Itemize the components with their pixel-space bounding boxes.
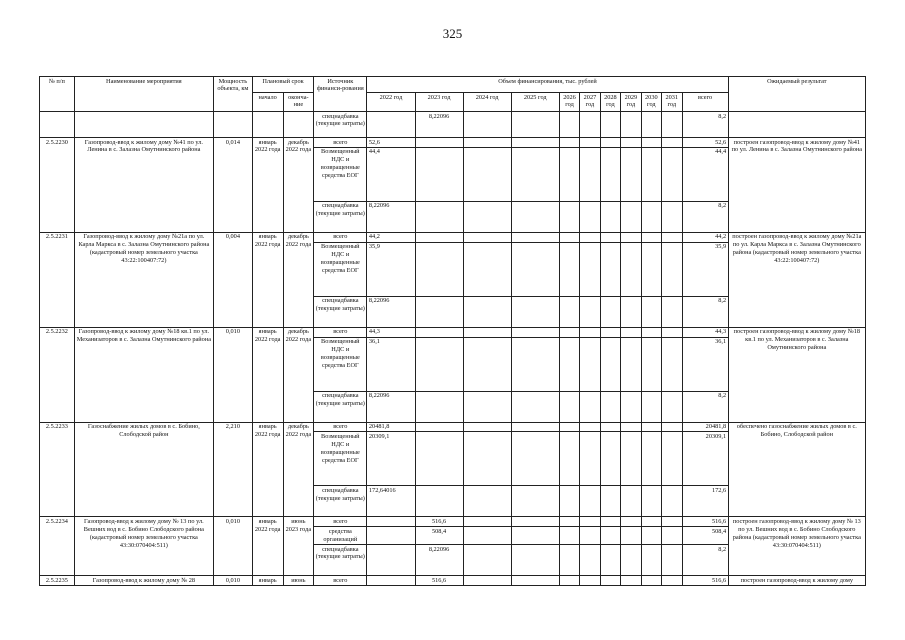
value-empty [621, 517, 641, 527]
value-empty [511, 201, 559, 232]
value-empty [641, 517, 661, 527]
value-empty [580, 486, 600, 517]
value-empty [511, 112, 559, 138]
value-empty [559, 112, 579, 138]
value-empty [580, 296, 600, 327]
value-2023: 516,6 [415, 517, 463, 527]
table-row [40, 232, 866, 242]
value-2022 [367, 545, 415, 576]
value-2022: 8,22096 [367, 201, 415, 232]
value-empty [511, 138, 559, 148]
value-empty [662, 327, 682, 337]
value-empty [580, 112, 600, 138]
finance-source: всего [314, 327, 367, 337]
item-power: 0,014 [213, 138, 252, 233]
value-empty [511, 232, 559, 242]
carry-empty [40, 112, 75, 138]
value-empty [662, 147, 682, 201]
value-empty [621, 486, 641, 517]
finance-source: спецнадбавка (текущие затраты) [314, 391, 367, 422]
value-empty [580, 201, 600, 232]
finance-source: всего [314, 232, 367, 242]
header-end: оконча-ние [283, 93, 314, 112]
item-result: построен газопровод-ввод к жилому дому №21а по ул. Карла Маркса в с. Залазна Омутнинского района (кадастровый номер земельного участка 43:22:100407:72) [728, 232, 865, 327]
item-end: июнь [283, 576, 314, 586]
value-empty [559, 296, 579, 327]
value-empty [580, 422, 600, 432]
value-empty [600, 576, 620, 586]
value-empty [662, 242, 682, 296]
carry-empty [74, 112, 213, 138]
value-empty [580, 138, 600, 148]
value-empty [463, 201, 511, 232]
item-name: Газопровод-ввод к жилому дому № 28 [74, 576, 213, 586]
value-empty [621, 296, 641, 327]
value-empty [463, 486, 511, 517]
value-empty [463, 432, 511, 486]
finance-source: спецнадбавка (текущие затраты) [314, 112, 367, 138]
value-empty [511, 296, 559, 327]
value-empty [662, 201, 682, 232]
carry-empty [283, 112, 314, 138]
value-empty [600, 391, 620, 422]
header-start: начало [252, 93, 283, 112]
value-empty [641, 138, 661, 148]
value-empty [621, 432, 641, 486]
item-result: построен газопровод-ввод к жилому дому №41 по ул. Ленина в с. Залазна Омутнинского района [728, 138, 865, 233]
value-empty [600, 486, 620, 517]
value-2022: 20481,8 [367, 422, 415, 432]
value-empty [580, 527, 600, 545]
value-empty [621, 422, 641, 432]
header-source: Источник финанси-рования [314, 77, 367, 112]
value-empty [662, 296, 682, 327]
value-empty [559, 242, 579, 296]
value-empty [463, 242, 511, 296]
value-empty [641, 576, 661, 586]
value-empty [621, 545, 641, 576]
table-row [40, 138, 866, 148]
value-empty [641, 422, 661, 432]
value-empty [511, 147, 559, 201]
finance-source: всего [314, 138, 367, 148]
page-number: 325 [442, 26, 463, 41]
value-empty [662, 517, 682, 527]
item-end: декабрь 2022 года [283, 232, 314, 327]
item-number: 2.5.2235 [40, 576, 75, 586]
header-total: всего [682, 93, 728, 112]
value-empty [463, 147, 511, 201]
value-empty [621, 327, 641, 337]
header-year: 2031 год [662, 93, 682, 112]
value-empty [641, 391, 661, 422]
header-name: Наименование мероприятия [74, 77, 213, 112]
value-empty [559, 527, 579, 545]
header-year: 2023 год [415, 93, 463, 112]
value-empty [600, 147, 620, 201]
value-empty [463, 327, 511, 337]
value-total: 20481,8 [682, 422, 728, 432]
value-empty [641, 327, 661, 337]
value-empty [662, 391, 682, 422]
item-result: построен газопровод-ввод к жилому дому № 13 по ул. Вешних вод в с. Бобино Слободского района (кадастровый номер земельного участка 43:30:070404:511) [728, 517, 865, 576]
value-empty [641, 527, 661, 545]
value-empty [511, 327, 559, 337]
header-volume: Объем финансирования, тыс. рублей [367, 77, 728, 93]
finance-source: средства организаций [314, 527, 367, 545]
value-empty [662, 232, 682, 242]
item-end: декабрь 2022 года [283, 327, 314, 422]
value-2023 [415, 422, 463, 432]
value-2023 [415, 391, 463, 422]
value-empty [662, 545, 682, 576]
value-total: 52,6 [682, 138, 728, 148]
carry-result-empty [728, 112, 865, 138]
header-year: 2028 год [600, 93, 620, 112]
value-empty [641, 432, 661, 486]
value-empty [641, 147, 661, 201]
value-total: 8,2 [682, 201, 728, 232]
finance-source: Возмещенный НДС и возвращенные средства ЕОГ [314, 147, 367, 201]
value-empty [662, 432, 682, 486]
value-empty [559, 327, 579, 337]
value-2023 [415, 242, 463, 296]
value-2022: 172,64016 [367, 486, 415, 517]
value-empty [463, 112, 511, 138]
value-empty [621, 527, 641, 545]
value-empty [559, 576, 579, 586]
value-empty [511, 391, 559, 422]
value-empty [600, 422, 620, 432]
value-empty [600, 327, 620, 337]
value-empty [580, 242, 600, 296]
value-empty [621, 201, 641, 232]
finance-source: всего [314, 576, 367, 586]
value-empty [511, 337, 559, 391]
item-number: 2.5.2231 [40, 232, 75, 327]
value-empty [641, 337, 661, 391]
value-total: 36,1 [682, 337, 728, 391]
value-2023: 8,22096 [415, 112, 463, 138]
value-empty [511, 242, 559, 296]
value-total: 8,2 [682, 296, 728, 327]
finance-source: всего [314, 422, 367, 432]
item-power: 0,010 [213, 327, 252, 422]
item-name: Газопровод-ввод к жилому дому №18 кв.1 по ул. Механизаторов в с. Залазна Омутнинского района [74, 327, 213, 422]
value-empty [559, 232, 579, 242]
value-empty [463, 527, 511, 545]
value-2023 [415, 327, 463, 337]
item-name: Газопровод-ввод к жилому дому №21а по ул. Карла Маркса в с. Залазна Омутнинского района (кадастровый номер земельного участка 43:22:100407:72) [74, 232, 213, 327]
finance-source: спецнадбавка (текущие затраты) [314, 296, 367, 327]
value-empty [641, 232, 661, 242]
value-empty [559, 422, 579, 432]
value-empty [511, 432, 559, 486]
item-start: январь 2022 года [252, 422, 283, 517]
finance-source: Возмещенный НДС и возвращенные средства ЕОГ [314, 432, 367, 486]
value-2023: 8,22096 [415, 545, 463, 576]
header-year: 2024 год [463, 93, 511, 112]
item-number: 2.5.2232 [40, 327, 75, 422]
value-empty [559, 517, 579, 527]
item-power: 2,210 [213, 422, 252, 517]
item-result: построен газопровод-ввод к жилому дому №18 кв.1 по ул. Механизаторов в с. Залазна Омутнинского района [728, 327, 865, 422]
value-empty [580, 517, 600, 527]
header-year: 2029 год [621, 93, 641, 112]
value-total: 44,3 [682, 327, 728, 337]
value-empty [511, 486, 559, 517]
value-empty [559, 545, 579, 576]
value-2023 [415, 201, 463, 232]
item-power: 0,010 [213, 517, 252, 576]
value-empty [662, 422, 682, 432]
value-empty [511, 527, 559, 545]
value-empty [600, 296, 620, 327]
value-empty [463, 232, 511, 242]
value-total: 8,2 [682, 545, 728, 576]
value-empty [511, 517, 559, 527]
value-empty [559, 432, 579, 486]
value-empty [662, 337, 682, 391]
value-empty [511, 576, 559, 586]
table-row [40, 422, 866, 432]
value-empty [621, 337, 641, 391]
value-empty [662, 112, 682, 138]
value-2022: 44,3 [367, 327, 415, 337]
value-empty [600, 527, 620, 545]
value-empty [641, 242, 661, 296]
value-2022: 52,6 [367, 138, 415, 148]
header-num: № п/п [40, 77, 75, 112]
value-empty [463, 545, 511, 576]
value-empty [641, 201, 661, 232]
item-start: январь 2022 года [252, 327, 283, 422]
value-empty [621, 242, 641, 296]
table-row [40, 576, 866, 586]
value-empty [641, 296, 661, 327]
value-empty [580, 545, 600, 576]
value-2023 [415, 232, 463, 242]
financing-table [39, 76, 866, 586]
value-2023 [415, 296, 463, 327]
value-total: 20309,1 [682, 432, 728, 486]
value-empty [600, 201, 620, 232]
value-2022: 8,22096 [367, 391, 415, 422]
value-empty [559, 147, 579, 201]
value-empty [511, 422, 559, 432]
header-year: 2030 год [641, 93, 661, 112]
value-2022: 36,1 [367, 337, 415, 391]
header-period: Плановый срок [252, 77, 313, 93]
value-empty [463, 138, 511, 148]
value-empty [662, 486, 682, 517]
value-empty [600, 242, 620, 296]
value-empty [559, 337, 579, 391]
value-empty [463, 576, 511, 586]
value-2023 [415, 337, 463, 391]
carry-row [40, 112, 866, 138]
value-2023 [415, 432, 463, 486]
value-2023 [415, 486, 463, 517]
item-number: 2.5.2233 [40, 422, 75, 517]
value-2023: 516,6 [415, 576, 463, 586]
item-number: 2.5.2234 [40, 517, 75, 576]
value-2022 [367, 576, 415, 586]
value-empty [580, 337, 600, 391]
finance-source: Возмещенный НДС и возвращенные средства ЕОГ [314, 337, 367, 391]
item-start: январь [252, 576, 283, 586]
value-empty [662, 527, 682, 545]
value-empty [580, 391, 600, 422]
value-2022: 44,4 [367, 147, 415, 201]
item-name: Газопровод-ввод к жилому дому №41 по ул. Ленина в с. Залазна Омутнинского района [74, 138, 213, 233]
value-empty [641, 112, 661, 138]
item-end: декабрь 2022 года [283, 138, 314, 233]
value-empty [621, 147, 641, 201]
value-empty [600, 232, 620, 242]
header-year: 2025 год [511, 93, 559, 112]
value-total: 516,6 [682, 576, 728, 586]
item-power: 0,004 [213, 232, 252, 327]
value-empty [600, 432, 620, 486]
table-row [40, 327, 866, 337]
value-empty [641, 486, 661, 517]
value-empty [662, 576, 682, 586]
value-empty [463, 391, 511, 422]
value-2022: 35,9 [367, 242, 415, 296]
value-2023 [415, 147, 463, 201]
value-empty [559, 138, 579, 148]
value-2022 [367, 527, 415, 545]
value-empty [580, 576, 600, 586]
value-empty [621, 112, 641, 138]
item-name: Газопровод-ввод к жилому дому № 13 по ул. Вешних вод в с. Бобино Слободского района (кадастровый номер земельного участка 43:30:070404:511) [74, 517, 213, 576]
table-row [40, 517, 866, 527]
header-result: Ожидаемый результат [728, 77, 865, 112]
value-2022: 8,22096 [367, 296, 415, 327]
value-empty [580, 327, 600, 337]
header-year: 2027 год [580, 93, 600, 112]
item-power: 0,010 [213, 576, 252, 586]
item-start: январь 2022 года [252, 517, 283, 576]
value-total: 44,4 [682, 147, 728, 201]
value-empty [463, 422, 511, 432]
value-2023 [415, 138, 463, 148]
value-total: 172,6 [682, 486, 728, 517]
item-end: декабрь 2022 года [283, 422, 314, 517]
value-total: 8,2 [682, 391, 728, 422]
header-year: 2026 год [559, 93, 579, 112]
value-empty [463, 296, 511, 327]
item-start: январь 2022 года [252, 138, 283, 233]
finance-source: всего [314, 517, 367, 527]
value-empty [511, 545, 559, 576]
finance-source: спецнадбавка (текущие затраты) [314, 201, 367, 232]
value-empty [580, 147, 600, 201]
header-power: Мощность объекта, км [213, 77, 252, 112]
finance-source: спецнадбавка (текущие затраты) [314, 545, 367, 576]
value-2022: 20309,1 [367, 432, 415, 486]
value-empty [580, 432, 600, 486]
value-2023: 508,4 [415, 527, 463, 545]
finance-source: Возмещенный НДС и возвращенные средства ЕОГ [314, 242, 367, 296]
carry-empty [213, 112, 252, 138]
value-empty [463, 517, 511, 527]
value-total: 8,2 [682, 112, 728, 138]
value-total: 508,4 [682, 527, 728, 545]
item-result: построен газопровод-ввод к жилому дому [728, 576, 865, 586]
value-2022: 44,2 [367, 232, 415, 242]
finance-source: спецнадбавка (текущие затраты) [314, 486, 367, 517]
header-row-1 [40, 77, 866, 93]
value-empty [621, 232, 641, 242]
value-empty [600, 138, 620, 148]
value-empty [559, 201, 579, 232]
value-empty [600, 517, 620, 527]
carry-empty [252, 112, 283, 138]
value-2022 [367, 517, 415, 527]
item-number: 2.5.2230 [40, 138, 75, 233]
value-total: 44,2 [682, 232, 728, 242]
value-empty [559, 486, 579, 517]
value-total: 35,9 [682, 242, 728, 296]
value-empty [559, 391, 579, 422]
value-empty [641, 545, 661, 576]
value-empty [621, 576, 641, 586]
item-result: обеспечено газоснабжение жилых домов в с. Бобино, Слободской район [728, 422, 865, 517]
value-empty [621, 391, 641, 422]
value-empty [662, 138, 682, 148]
item-end: июнь 2023 года [283, 517, 314, 576]
value-total: 516,6 [682, 517, 728, 527]
item-start: январь 2022 года [252, 232, 283, 327]
value-empty [580, 232, 600, 242]
value-empty [600, 112, 620, 138]
header-year: 2022 год [367, 93, 415, 112]
item-name: Газоснабжение жилых домов в с. Бобино, Слободской район [74, 422, 213, 517]
value-empty [600, 337, 620, 391]
value-empty [600, 545, 620, 576]
value-empty [621, 138, 641, 148]
value-empty [463, 337, 511, 391]
value-2022 [367, 112, 415, 138]
